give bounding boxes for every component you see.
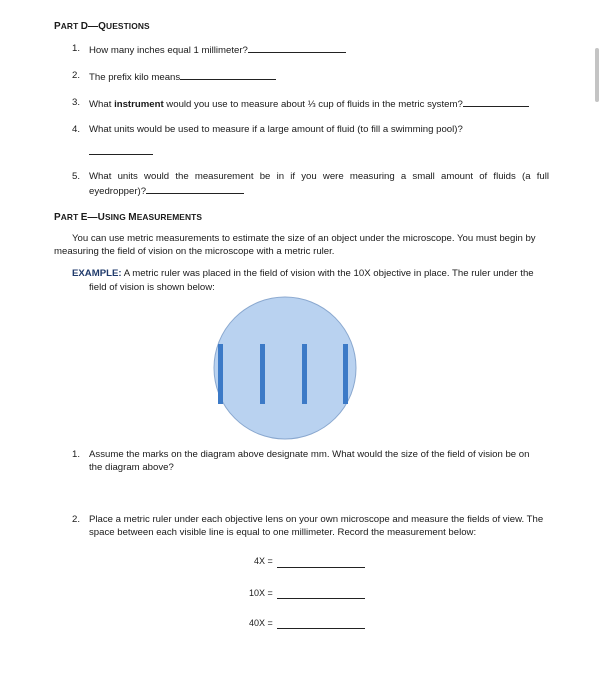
page-scrollbar[interactable] <box>595 48 599 102</box>
part-d-heading: PART D—QUESTIONS <box>54 21 150 32</box>
ruler-mark-2 <box>260 344 265 404</box>
field-of-vision-circle <box>214 297 356 439</box>
measurement-10x-label: 10X = <box>249 588 273 598</box>
question-5: 5. What units would the measurement be in if you were measuring a small amount of fluids (a full <box>72 171 549 182</box>
part-e-intro-line-1: You can use metric measurements to estimate the size of an object under the microscope. You must begin by <box>72 233 536 244</box>
measurement-40x-label: 40X = <box>249 618 273 628</box>
answer-line-4[interactable] <box>89 145 153 155</box>
ruler-mark-3 <box>302 344 307 404</box>
answer-line-2[interactable] <box>180 70 276 80</box>
measurement-10x-line[interactable] <box>277 597 365 599</box>
ruler-mark-1 <box>218 344 223 404</box>
ruler-mark-4 <box>343 344 348 404</box>
part-e-question-1: 1. Assume the marks on the diagram above designate mm. What would the size of the field of vision be on <box>72 449 530 460</box>
example-line-2: field of vision is shown below: <box>89 282 215 293</box>
part-e-question-2: 2. Place a metric ruler under each objective lens on your own microscope and measure the fields of view. The <box>72 514 544 525</box>
question-3: 3. What instrument would you use to measure about ⅓ cup of fluids in the metric system? <box>72 97 80 110</box>
answer-line-1[interactable] <box>248 43 346 53</box>
field-of-vision-diagram <box>210 294 360 442</box>
part-e-question-2-cont: space between each visible line is equal to one millimeter. Record the measurement below: <box>89 527 477 538</box>
part-e-intro-line-2: measuring the field of vision on the microscope with a metric ruler. <box>54 246 335 257</box>
example-label: EXAMPLE: <box>72 268 122 279</box>
measurement-4x-label: 4X = <box>254 556 273 566</box>
part-e-heading: PART E—USING MEASUREMENTS <box>54 212 203 223</box>
answer-line-3[interactable] <box>463 97 529 107</box>
measurement-4x-line[interactable] <box>277 566 365 568</box>
measurement-40x-line[interactable] <box>277 627 365 629</box>
example-line-1: EXAMPLE: A metric ruler was placed in the field of vision with the 10X objective in place. The ruler under the <box>72 268 534 279</box>
question-2: 2. The prefix kilo means <box>72 70 80 83</box>
question-4: 4. What units would be used to measure if a large amount of fluid (to fill a swimming pool)? <box>72 124 463 135</box>
question-1: 1. How many inches equal 1 millimeter? <box>72 43 80 56</box>
question-5-cont: eyedropper)? <box>89 184 244 199</box>
part-e-question-1-cont: the diagram above? <box>89 462 174 473</box>
answer-line-5[interactable] <box>146 184 244 194</box>
